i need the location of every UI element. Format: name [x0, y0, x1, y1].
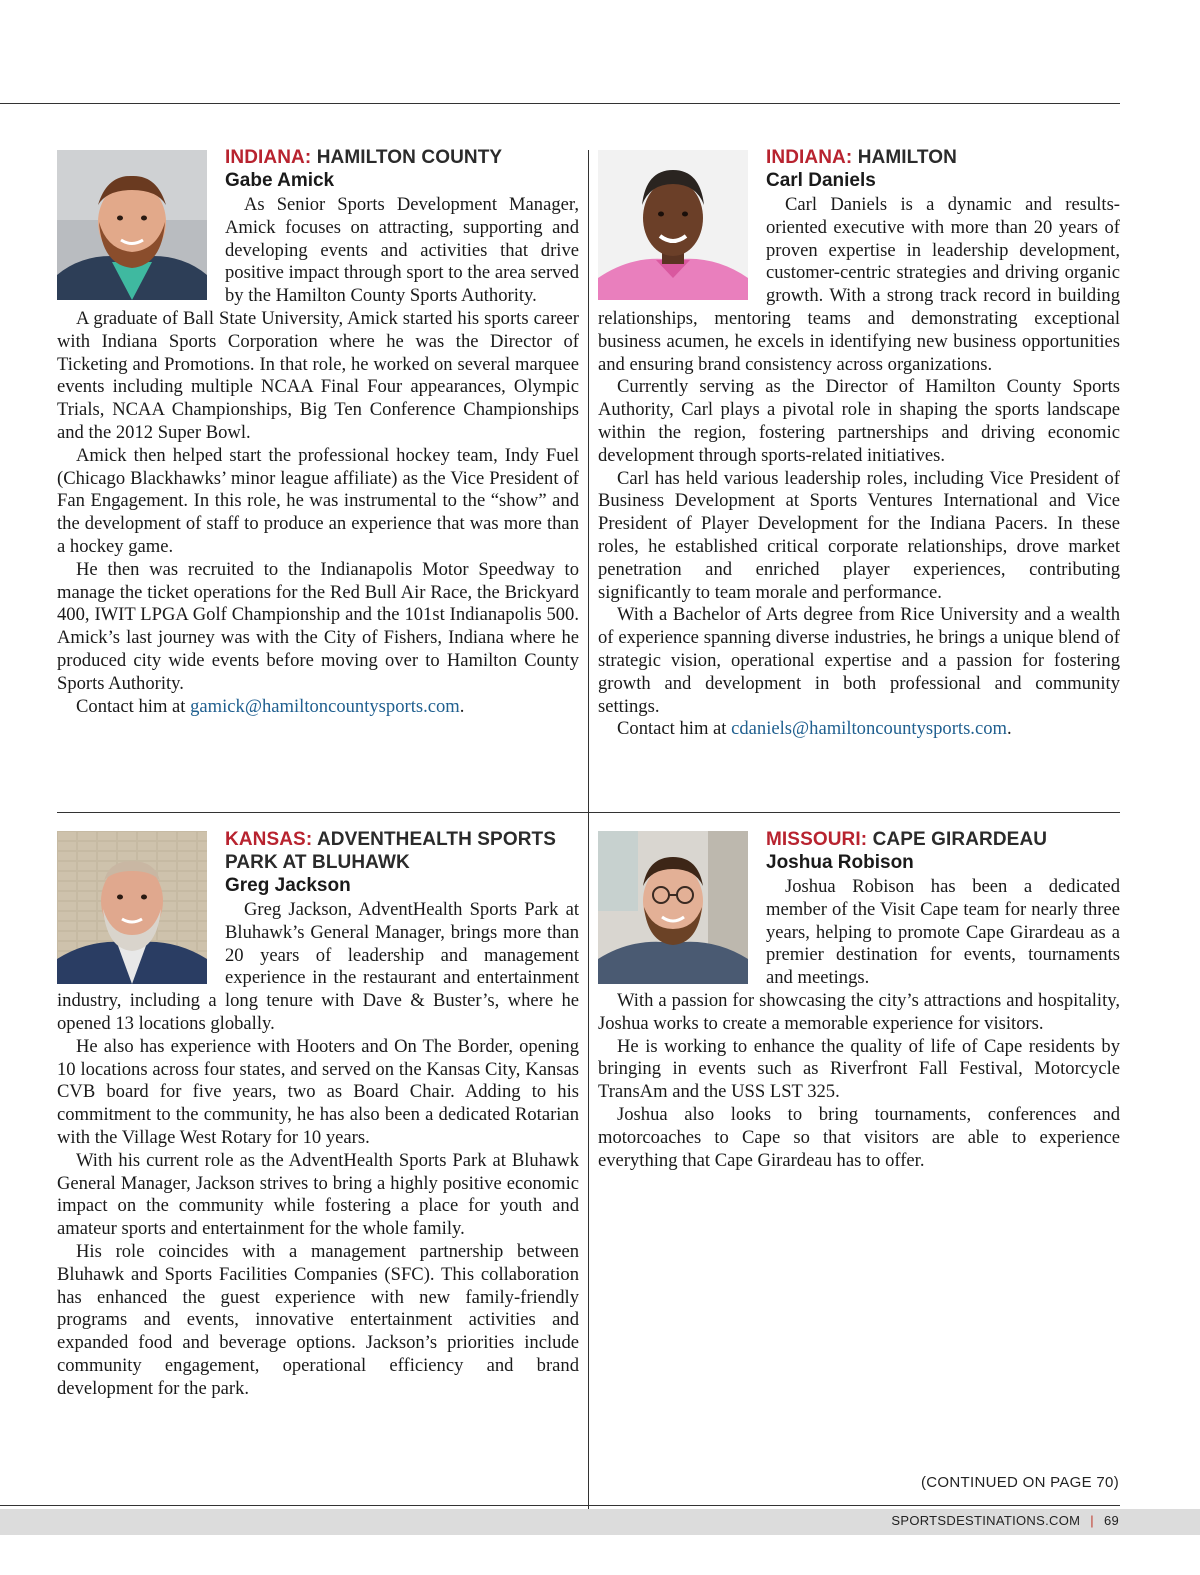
person-name: Carl Daniels	[766, 170, 876, 191]
contact-line	[57, 696, 579, 719]
carl-daniels-photo-icon	[598, 150, 748, 300]
photo-greg-jackson	[57, 831, 207, 984]
state-label: INDIANA:	[225, 147, 312, 168]
column-divider	[588, 150, 589, 1533]
profile-joshua-robison	[598, 828, 1120, 1172]
email-link[interactable]: cdaniels@hamiltoncountysports.com	[731, 718, 1007, 740]
person-name: Gabe Amick	[225, 170, 335, 191]
bio-paragraph: He also has experience with Hooters and On The Border, opening 10 locations across four states, and served on the Kansas City, Kansas CVB board for five years, two as Board Chair. Adding to his commitment to the community, he has also been a dedicated Rotarian with the Village West Rotary for 10 years.	[57, 1035, 579, 1148]
page-number: 69	[1103, 1513, 1119, 1528]
person-name: Joshua Robison	[766, 852, 914, 873]
bio-paragraph: With his current role as the AdventHealth Sports Park at Bluhawk General Manager, Jackson strives to bring a highly positive economic impact on the community while fostering a place for youth and amateur sports and entertainment for the whole family.	[57, 1149, 579, 1240]
profile-greg-jackson	[57, 828, 579, 1401]
bio-paragraph: With a Bachelor of Arts degree from Rice University and a wealth of experience spanning diverse industries, he brings a unique blend of strategic vision, operational expertise and a passion for fostering growth and development in both professional and community settings.	[598, 604, 1120, 717]
bio-paragraph: Carl has held various leadership roles, including Vice President of Business Development at Sports Ventures International and Vice President of Player Development for the Indiana Pacers. In these roles, he established critical corporate relationships, drove market penetration and enriched player experiences, contributing significantly to team morale and performance.	[598, 467, 1120, 603]
profile-gabe-amick	[57, 146, 579, 718]
contact-line	[598, 718, 1120, 741]
region-label: CAPE GIRARDEAU	[872, 829, 1048, 850]
region-label: ADVENTHEALTH SPORTS PARK AT BLUHAWK	[225, 829, 557, 873]
continued-note: (CONTINUED ON PAGE 70)	[920, 1474, 1119, 1491]
email-link[interactable]: gamick@hamiltoncountysports.com	[190, 695, 460, 717]
bio-paragraph: He is working to enhance the quality of life of Cape residents by bringing in events such as Riverfront Fall Festival, Motorcycle TransAm and the USS LST 325.	[598, 1035, 1120, 1103]
bio-paragraph: He then was recruited to the Indianapolis Motor Speedway to manage the ticket operations for the Red Bull Air Race, the Brickyard 400, IWIT LPGA Golf Championship and the 101st Indianapolis 500. Amick’s last journey was with the City of Fishers, Indiana where he produced city wide events before moving over to Hamilton County Sports Authority.	[57, 558, 579, 694]
bio-paragraph: Joshua also looks to bring tournaments, conferences and motorcoaches to Cape so that visitors are able to experience everything that Cape Girardeau has to offer.	[598, 1103, 1120, 1171]
bio-paragraph: Greg Jackson, AdventHealth Sports Park at Bluhawk’s General Manager, brings more than 20 years of leadership and management experience in the restaurant and entertainment industry, including a long tenure with Dave & Buster’s, where he opened 13 locations globally.	[57, 899, 579, 1034]
photo-gabe-amick	[57, 150, 207, 300]
region-label: HAMILTON	[857, 147, 957, 168]
bio-paragraph: Amick then helped start the professional hockey team, Indy Fuel (Chicago Blackhawks’ minor league affiliate) as the Vice President of Fan Engagement. In this role, he was instrumental to the “show” and the development of staff to produce an experience that was more than a hockey game.	[57, 444, 579, 557]
contact-suffix: .	[459, 695, 465, 717]
contact-prefix: Contact him at	[76, 695, 191, 717]
bio-paragraph: With a passion for showcasing the city’s attractions and hospitality, Joshua works to create a memorable experience for visitors.	[598, 989, 1120, 1034]
state-label: KANSAS:	[225, 829, 313, 850]
footer-site: SPORTSDESTINATIONS.COM	[891, 1513, 1081, 1528]
bio-paragraph: Currently serving as the Director of Hamilton County Sports Authority, Carl plays a pivotal role in shaping the sports landscape within the region, fostering partnerships and driving economic development through sports-related initiatives.	[598, 376, 1120, 466]
bottom-rule	[0, 1505, 1120, 1506]
bio-paragraph: Carl Daniels is a dynamic and results-oriented executive with more than 20 years of proven expertise in leadership development, customer-centric strategies and driving organic growth. With a strong track record in building relationships, mentoring teams and demonstrating exceptional business acumen, he excels in identifying new business opportunities and ensuring brand consistency across organizations.	[598, 194, 1120, 375]
bio-paragraph: As Senior Sports Development Manager, Amick focuses on attracting, supporting and developing events and activities that drive positive impact through sport to the area served by the Hamilton County Sports Authority.	[225, 194, 579, 307]
state-label: MISSOURI:	[766, 829, 868, 850]
joshua-robison-photo-icon	[598, 831, 748, 984]
person-name: Greg Jackson	[225, 875, 351, 896]
photo-joshua-robison	[598, 831, 748, 984]
bio-paragraph: His role coincides with a management partnership between Bluhawk and Sports Facilities Companies (SFC). This collaboration has enhanced the guest experience with new family-friendly programs and events, innovative entertainment activities and expanded food and beverage options. Jackson’s priorities include community engagement, operational efficiency and brand development for the park.	[57, 1240, 579, 1399]
gabe-amick-photo-icon	[57, 150, 207, 300]
bio-paragraph: Joshua Robison has been a dedicated member of the Visit Cape team for nearly three years, helping to promote Cape Girardeau as a premier destination for events, tournaments and meetings.	[766, 876, 1120, 989]
footer	[891, 1513, 1119, 1528]
photo-carl-daniels	[598, 150, 748, 300]
region-label: HAMILTON COUNTY	[316, 147, 503, 168]
profile-carl-daniels	[598, 146, 1120, 741]
footer-separator: |	[1090, 1513, 1094, 1528]
contact-suffix: .	[1006, 718, 1012, 740]
middle-rule	[57, 812, 1120, 813]
greg-jackson-photo-icon	[57, 831, 207, 984]
state-label: INDIANA:	[766, 147, 853, 168]
bio-paragraph: A graduate of Ball State University, Amick started his sports career with Indiana Sports Corporation where he was the Director of Ticketing and Promotions. In that role, he worked on several marquee events including multiple NCAA Final Four appearances, Olympic Trials, NCAA Championships, Big Ten Conference Championships and the 2012 Super Bowl.	[57, 307, 579, 443]
contact-prefix: Contact him at	[617, 718, 732, 740]
top-rule	[0, 103, 1120, 104]
